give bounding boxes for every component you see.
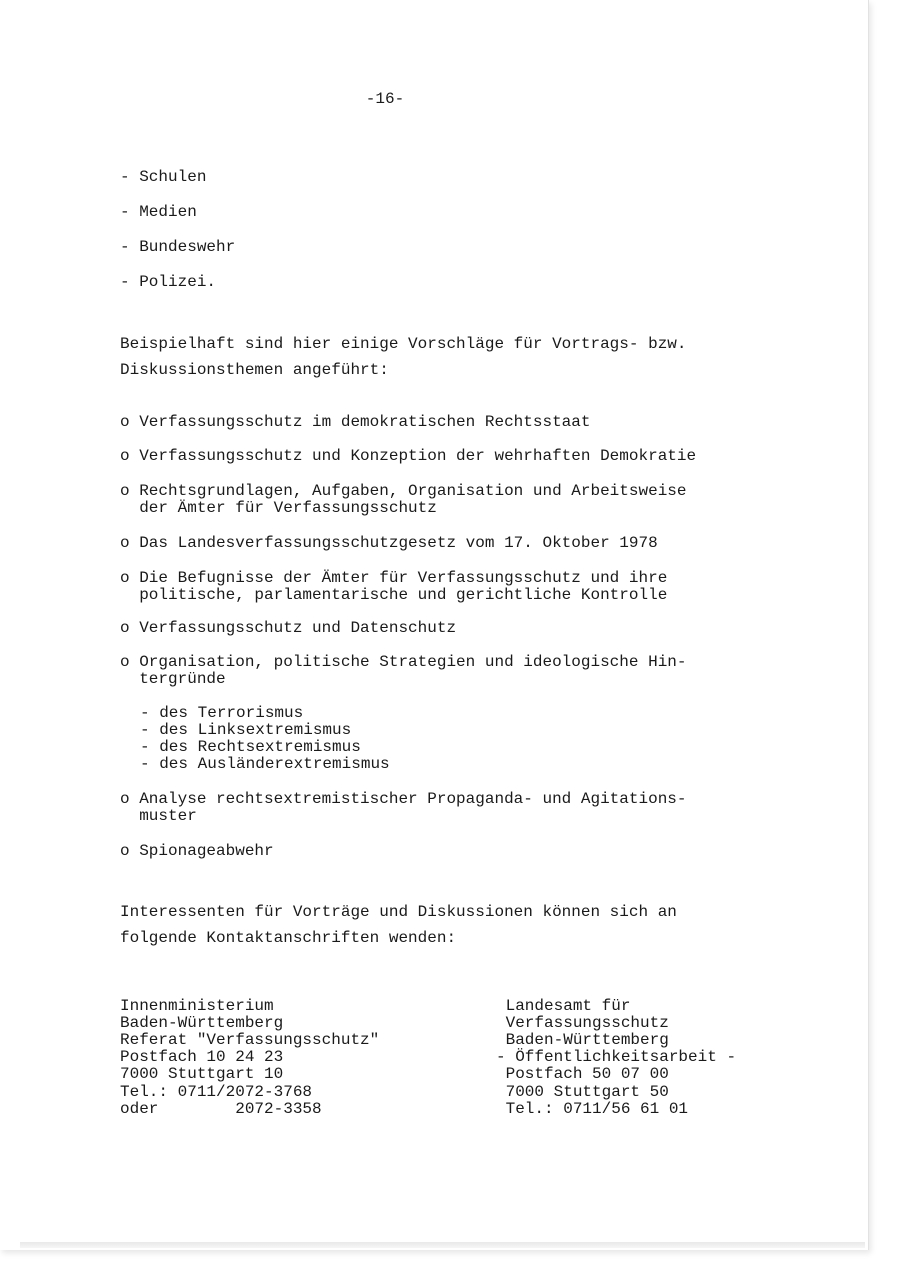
address-line: Baden-Württemberg — [120, 1014, 284, 1032]
address-line: Innenministerium — [120, 997, 274, 1015]
topic-item: o Verfassungsschutz und Konzeption der wehrhaften Demokratie — [120, 447, 697, 465]
topic-item: o Die Befugnisse der Ämter für Verfassungsschutz und ihre — [120, 569, 668, 587]
contact-intro-line: Interessenten für Vorträge und Diskussionen können sich an — [120, 903, 677, 921]
address-line: Baden-Württemberg — [496, 1031, 669, 1049]
contact-intro-line: folgende Kontaktanschriften wenden: — [120, 929, 457, 947]
address-line: Referat "Verfassungsschutz" — [120, 1031, 380, 1049]
address-line: 7000 Stuttgart 50 — [496, 1083, 669, 1101]
address-line: oder 2072-3358 — [120, 1100, 322, 1118]
address-line: Postfach 10 24 23 — [120, 1048, 284, 1066]
address-line: Tel.: 0711/2072-3768 — [120, 1083, 313, 1101]
topic-item: o Verfassungsschutz im demokratischen Rechtsstaat — [120, 413, 591, 431]
list-item: - Schulen — [120, 168, 207, 186]
topic-item-continuation: der Ämter für Verfassungsschutz — [120, 499, 437, 517]
topic-item-continuation: tergründe — [120, 670, 226, 688]
address-line: - Öffentlichkeitsarbeit - — [496, 1048, 737, 1066]
topic-item: o Organisation, politische Strategien und ideologische Hin- — [120, 653, 687, 671]
list-item: - Medien — [120, 203, 197, 221]
topic-item-continuation: politische, parlamentarische und gerichtliche Kontrolle — [120, 586, 668, 604]
list-item: - Polizei. — [120, 273, 217, 291]
topic-item: o Analyse rechtsextremistischer Propaganda- und Agitations- — [120, 790, 687, 808]
topic-item: o Verfassungsschutz und Datenschutz — [120, 619, 457, 637]
sub-topic-item: - des Rechtsextremismus — [140, 738, 361, 756]
page-edge-shadow — [20, 1242, 865, 1248]
topic-item-continuation: muster — [120, 807, 197, 825]
intro-text-line: Diskussionsthemen angeführt: — [120, 361, 389, 379]
address-line: Verfassungsschutz — [496, 1014, 669, 1032]
sub-topic-item: - des Ausländerextremismus — [140, 755, 390, 773]
topic-item: o Spionageabwehr — [120, 842, 274, 860]
address-line: Landesamt für — [496, 997, 631, 1015]
address-line: Postfach 50 07 00 — [496, 1065, 669, 1083]
sub-topic-item: - des Terrorismus — [140, 704, 304, 722]
address-line: Tel.: 0711/56 61 01 — [496, 1100, 689, 1118]
address-line: 7000 Stuttgart 10 — [120, 1065, 284, 1083]
list-item: - Bundeswehr — [120, 238, 236, 256]
topic-item: o Rechtsgrundlagen, Aufgaben, Organisation und Arbeitsweise — [120, 482, 687, 500]
topic-item: o Das Landesverfassungsschutzgesetz vom 17. Oktober 1978 — [120, 534, 658, 552]
intro-text-line: Beispielhaft sind hier einige Vorschläge für Vortrags- bzw. — [120, 335, 687, 353]
page-number: -16- — [365, 90, 405, 108]
sub-topic-item: - des Linksextremismus — [140, 721, 352, 739]
